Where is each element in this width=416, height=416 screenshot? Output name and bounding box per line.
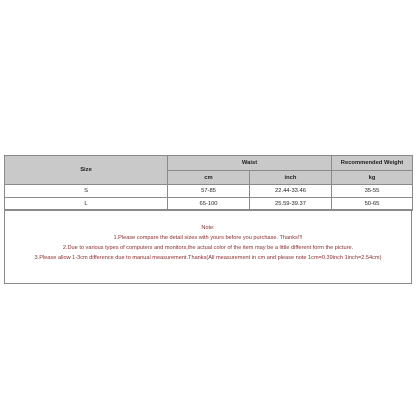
size-header: Size <box>5 156 168 185</box>
waist-cm-cell: 65-100 <box>168 198 250 211</box>
note-line-3: 3.Please allow 1-3cm difference due to manual measurement.Thanks(All measurement in cm and please note 1cm=0.39inch 1inch=2.54cm) <box>34 255 382 261</box>
waist-inch-cell: 25.59-39.37 <box>250 198 332 211</box>
cm-unit-header: cm <box>168 171 250 185</box>
table-row <box>5 185 413 198</box>
note-title: Note: <box>201 225 215 231</box>
waist-header: Waist <box>168 156 332 171</box>
note-line-1: 1.Please compare the detail sizes with yours before you purchase. Thanks!!! <box>113 235 303 241</box>
recommended-weight-header: Recommended Weight <box>332 156 413 171</box>
header-row-top <box>5 156 413 171</box>
note-line-2: 2.Due to various types of computers and monitors,the actual color of the item may be a little different form the picture. <box>62 245 354 251</box>
inch-unit-header: inch <box>250 171 332 185</box>
weight-kg-cell: 50-65 <box>332 198 413 211</box>
notes-box <box>4 209 412 284</box>
size-chart-table <box>4 155 413 211</box>
size-cell: L <box>5 198 168 211</box>
waist-inch-cell: 22.44-33.46 <box>250 185 332 198</box>
size-cell: S <box>5 185 168 198</box>
waist-cm-cell: 57-85 <box>168 185 250 198</box>
kg-unit-header: kg <box>332 171 413 185</box>
weight-kg-cell: 35-55 <box>332 185 413 198</box>
